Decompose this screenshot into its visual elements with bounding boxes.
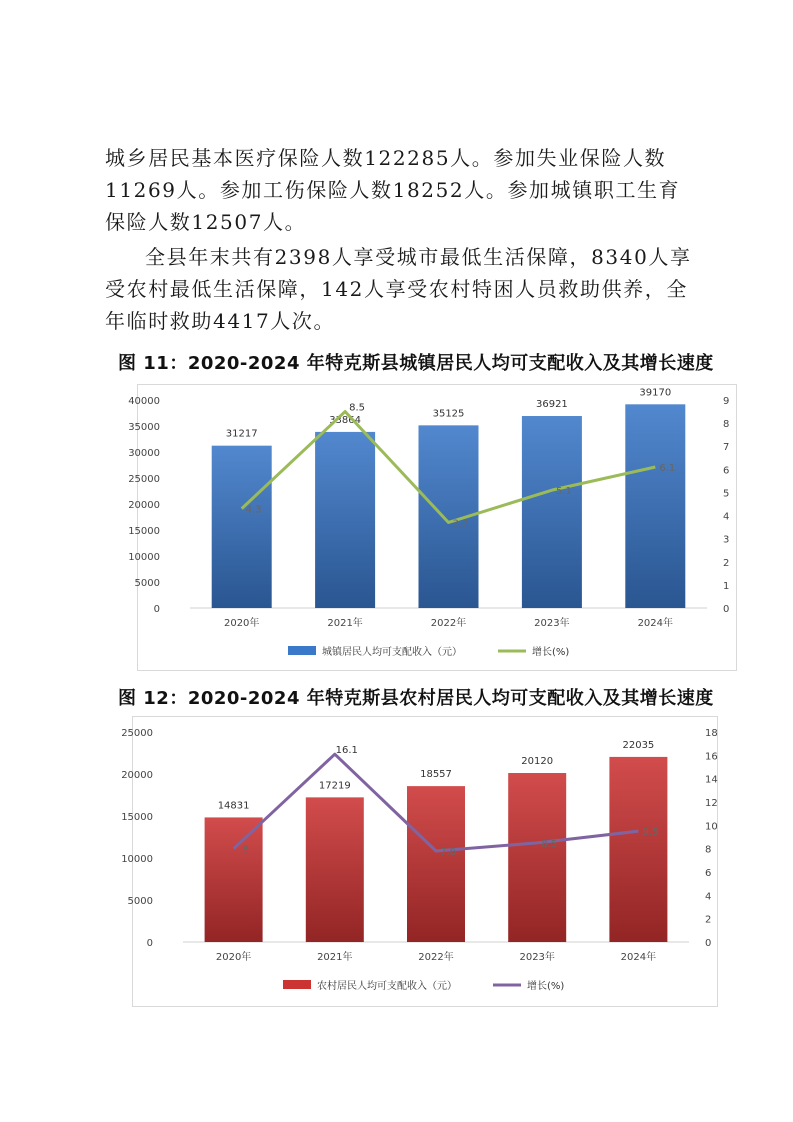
x-tick-label: 2021年 xyxy=(327,618,363,629)
legend-line-label: 增长(%) xyxy=(527,981,565,992)
growth-value-label: 8.5 xyxy=(541,838,558,850)
y-left-tick-label: 5000 xyxy=(127,896,153,907)
rural-income-chart xyxy=(121,716,718,1007)
bar-value-label: 17219 xyxy=(318,780,351,792)
x-tick-label: 2022年 xyxy=(430,618,467,629)
legend-bar-label: 农村居民人均可支配收入（元） xyxy=(317,981,457,992)
y-left-tick-label: 25000 xyxy=(121,728,153,739)
legend-line-label: 增长(%) xyxy=(532,647,570,658)
y-right-tick-label: 6 xyxy=(705,868,712,879)
bar-value-label: 33864 xyxy=(329,414,362,426)
growth-value-label: 6.1 xyxy=(659,463,676,475)
x-tick-label: 2024年 xyxy=(620,952,657,963)
y-right-tick-label: 1 xyxy=(723,580,730,592)
income-bar xyxy=(212,446,272,608)
y-right-tick-label: 14 xyxy=(705,774,718,786)
growth-value-label: 8 xyxy=(242,844,249,856)
y-right-tick-label: 10 xyxy=(705,821,718,833)
growth-value-label: 3.7 xyxy=(452,518,469,530)
y-left-tick-label: 25000 xyxy=(128,474,160,485)
y-left-tick-label: 40000 xyxy=(128,396,160,407)
y-right-tick-label: 2 xyxy=(723,557,730,569)
bar-value-label: 39170 xyxy=(639,387,672,399)
x-tick-label: 2023年 xyxy=(519,952,555,963)
y-left-tick-label: 20000 xyxy=(128,500,160,511)
growth-value-label: 16.1 xyxy=(335,745,358,757)
y-right-tick-label: 7 xyxy=(723,442,730,454)
y-right-tick-label: 3 xyxy=(723,534,730,546)
y-left-tick-label: 15000 xyxy=(128,526,160,537)
y-right-tick-label: 0 xyxy=(705,938,712,949)
x-tick-label: 2020年 xyxy=(215,952,252,963)
y-left-tick-label: 35000 xyxy=(128,422,160,433)
y-left-tick-label: 30000 xyxy=(128,448,160,459)
urban-income-chart-svg xyxy=(128,385,736,670)
y-right-tick-label: 12 xyxy=(705,798,718,809)
y-right-tick-label: 0 xyxy=(723,604,730,615)
x-tick-label: 2023年 xyxy=(534,618,570,629)
x-tick-label: 2021年 xyxy=(317,952,353,963)
y-left-tick-label: 10000 xyxy=(128,552,160,563)
growth-value-label: 9.5 xyxy=(642,827,659,839)
bar-value-label: 35125 xyxy=(432,408,465,420)
y-right-tick-label: 2 xyxy=(705,914,712,926)
y-right-tick-label: 6 xyxy=(723,465,730,477)
legend-bar-swatch xyxy=(288,646,316,655)
growth-value-label: 7.8 xyxy=(440,847,456,858)
paragraph-insurance: 城乡居民基本医疗保险人数122285人。参加失业保险人数11269人。参加工伤保险人数18252人。参加城镇职工生育保险人数12507人。 xyxy=(105,146,681,234)
growth-value-label: 5.1 xyxy=(555,486,572,498)
bar-value-label: 18557 xyxy=(420,769,452,781)
legend-bar-label: 城镇居民人均可支配收入（元） xyxy=(322,647,462,658)
bar-value-label: 14831 xyxy=(217,800,250,812)
income-bar xyxy=(522,416,582,608)
y-right-tick-label: 8 xyxy=(723,419,730,431)
figure-12-title: 图 12：2020-2024 年特克斯县农村居民人均可支配收入及其增长速度 xyxy=(118,688,714,709)
y-left-tick-label: 15000 xyxy=(121,812,153,823)
paragraph-social-security: 全县年末共有2398人享受城市最低生活保障，8340人享受农村最低生活保障，142人享受农村特困人员救助供养，全年临时救助4417人次。 xyxy=(105,245,692,333)
legend-bar-swatch xyxy=(283,980,311,989)
y-left-tick-label: 0 xyxy=(153,604,160,615)
y-left-tick-label: 5000 xyxy=(134,578,160,589)
y-right-tick-label: 18 xyxy=(705,728,718,739)
income-bar xyxy=(205,817,263,942)
y-right-tick-label: 4 xyxy=(705,891,712,903)
y-right-tick-label: 16 xyxy=(705,751,718,763)
income-bar xyxy=(306,797,364,942)
growth-value-label: 8.5 xyxy=(349,402,366,414)
urban-income-chart xyxy=(128,384,737,671)
y-left-tick-label: 10000 xyxy=(121,854,153,865)
growth-value-label: 4.3 xyxy=(245,504,262,516)
y-right-tick-label: 4 xyxy=(723,511,730,523)
y-right-tick-label: 9 xyxy=(723,396,730,407)
y-left-tick-label: 0 xyxy=(146,938,153,949)
income-bar xyxy=(508,773,566,942)
bar-value-label: 31217 xyxy=(225,428,258,440)
x-tick-label: 2020年 xyxy=(223,618,260,629)
rural-income-chart-svg xyxy=(121,717,718,1006)
income-bar xyxy=(609,757,667,942)
y-left-tick-label: 20000 xyxy=(121,770,153,781)
bar-value-label: 36921 xyxy=(535,399,568,411)
x-tick-label: 2022年 xyxy=(418,952,454,963)
bar-value-label: 20120 xyxy=(521,755,554,767)
x-tick-label: 2024年 xyxy=(637,618,674,629)
income-bar xyxy=(315,432,375,608)
figure-11-title: 图 11：2020-2024 年特克斯县城镇居民人均可支配收入及其增长速度 xyxy=(118,353,714,374)
y-right-tick-label: 5 xyxy=(723,488,730,500)
bar-value-label: 22035 xyxy=(622,739,655,751)
income-bar xyxy=(407,786,465,942)
income-bar xyxy=(625,404,685,608)
y-right-tick-label: 8 xyxy=(705,844,712,856)
